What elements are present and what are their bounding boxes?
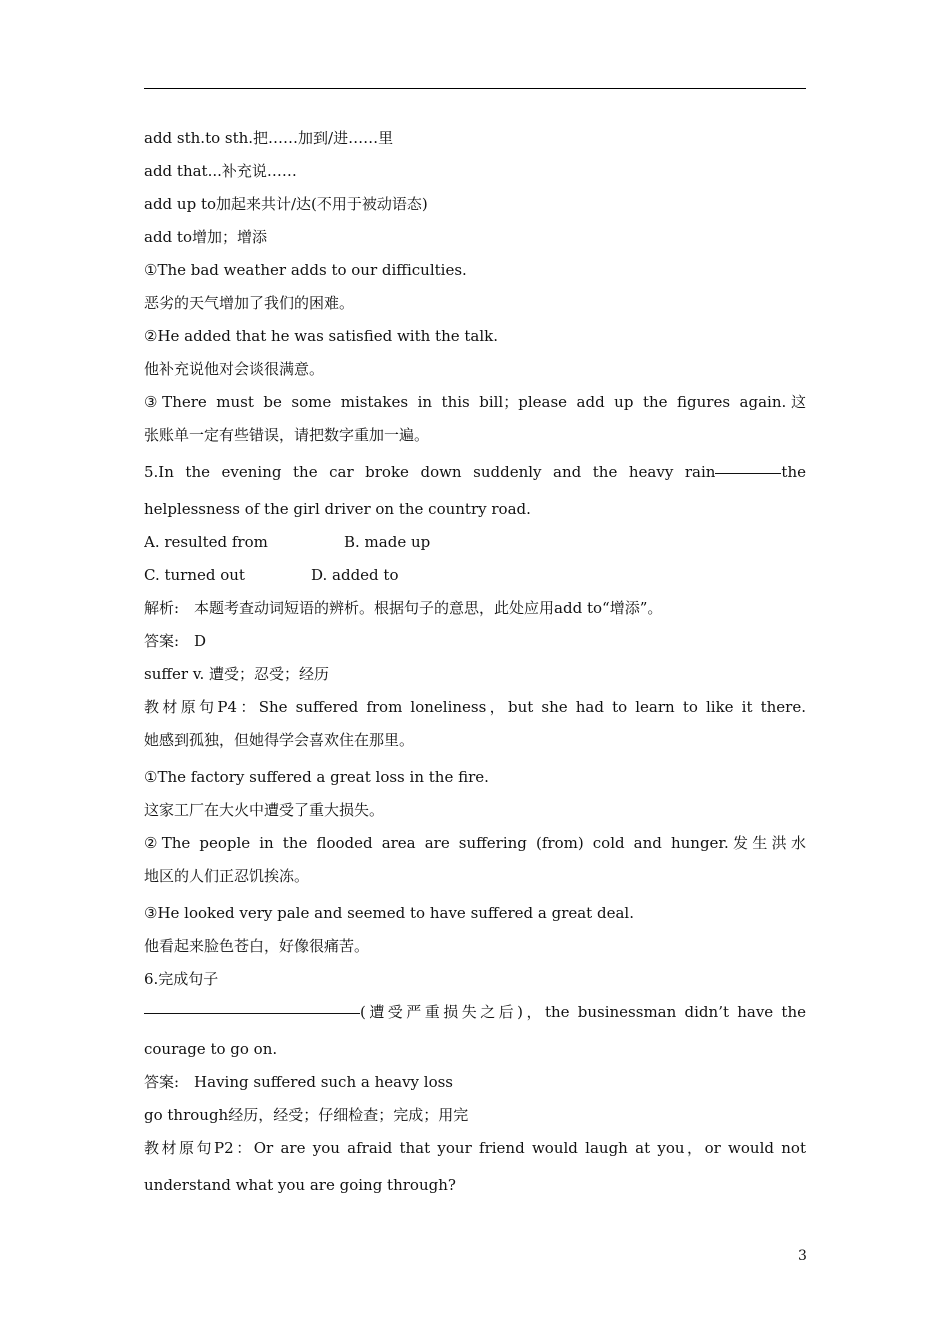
text-line: add that...补充说…… xyxy=(144,162,297,180)
page-body xyxy=(144,122,806,1202)
example-sentence: ②The people in the flooded area are suffering (from) cold and hunger.发生洪水 xyxy=(144,834,806,852)
question-6-title: 6.完成句子 xyxy=(144,970,219,988)
translation: 她感到孤独，但她得学会喜欢住在那里。 xyxy=(144,731,415,749)
textbook-sentence: 教材原句P2：Or are you afraid that your friend would laugh at you，or would not xyxy=(144,1139,806,1157)
answer-blank xyxy=(715,472,781,474)
answer-blank xyxy=(144,1012,360,1014)
option-d: D. added to xyxy=(311,566,399,584)
textbook-sentence: 教材原句P4：She suffered from loneliness，but she had to learn to like it there. xyxy=(144,698,806,716)
analysis: 解析: 本题考查动词短语的辨析。根据句子的意思，此处应用add to“增添”。 xyxy=(144,599,663,617)
text-line: go through经历，经受；仔细检查；完成；用完 xyxy=(144,1106,469,1124)
question-5-stem-after: the xyxy=(781,463,806,481)
translation: 恶劣的天气增加了我们的困难。 xyxy=(144,294,355,312)
text-line: add up to加起来共计/达(不用于被动语态) xyxy=(144,195,428,213)
translation: 这家工厂在大火中遭受了重大损失。 xyxy=(144,801,385,819)
textbook-sentence-cont: understand what you are going through? xyxy=(144,1176,456,1194)
question-5-stem xyxy=(144,456,806,493)
translation: 他看起来脸色苍白，好像很痛苦。 xyxy=(144,937,370,955)
answer: 答案: D xyxy=(144,632,207,650)
options-row xyxy=(144,559,806,592)
options-row xyxy=(144,526,806,559)
text-line: add sth.to sth.把……加到/进……里 xyxy=(144,129,394,147)
question-6-stem-after: (遭受严重损失之后)，the businessman didn’t have the xyxy=(360,1003,806,1021)
translation: 张账单一定有些错误，请把数字重加一遍。 xyxy=(144,426,430,444)
example-sentence: ③He looked very pale and seemed to have suffered a great deal. xyxy=(144,904,634,922)
question-5-stem-before: 5.In the evening the car broke down suddenly and the heavy rain xyxy=(144,463,716,481)
text-line: suffer v. 遭受；忍受；经历 xyxy=(144,665,330,683)
header-rule xyxy=(144,88,806,89)
translation: 地区的人们正忍饥挨冻。 xyxy=(144,867,310,885)
question-5-stem-cont: helplessness of the girl driver on the country road. xyxy=(144,500,531,518)
question-6-stem-cont: courage to go on. xyxy=(144,1040,278,1058)
page-number: 3 xyxy=(798,1248,807,1264)
option-a: A. resulted from xyxy=(144,533,268,551)
example-sentence: ③There must be some mistakes in this bill；please add up the figures again.这 xyxy=(144,393,806,411)
option-b: B. made up xyxy=(344,533,431,551)
example-sentence: ②He added that he was satisfied with the talk. xyxy=(144,327,499,345)
text-line: add to增加；增添 xyxy=(144,228,267,246)
example-sentence: ①The factory suffered a great loss in the fire. xyxy=(144,768,489,786)
option-c: C. turned out xyxy=(144,566,245,584)
translation: 他补充说他对会谈很满意。 xyxy=(144,360,325,378)
question-6-stem xyxy=(144,996,806,1033)
example-sentence: ①The bad weather adds to our difficulties. xyxy=(144,261,467,279)
answer: 答案: Having suffered such a heavy loss xyxy=(144,1073,454,1091)
